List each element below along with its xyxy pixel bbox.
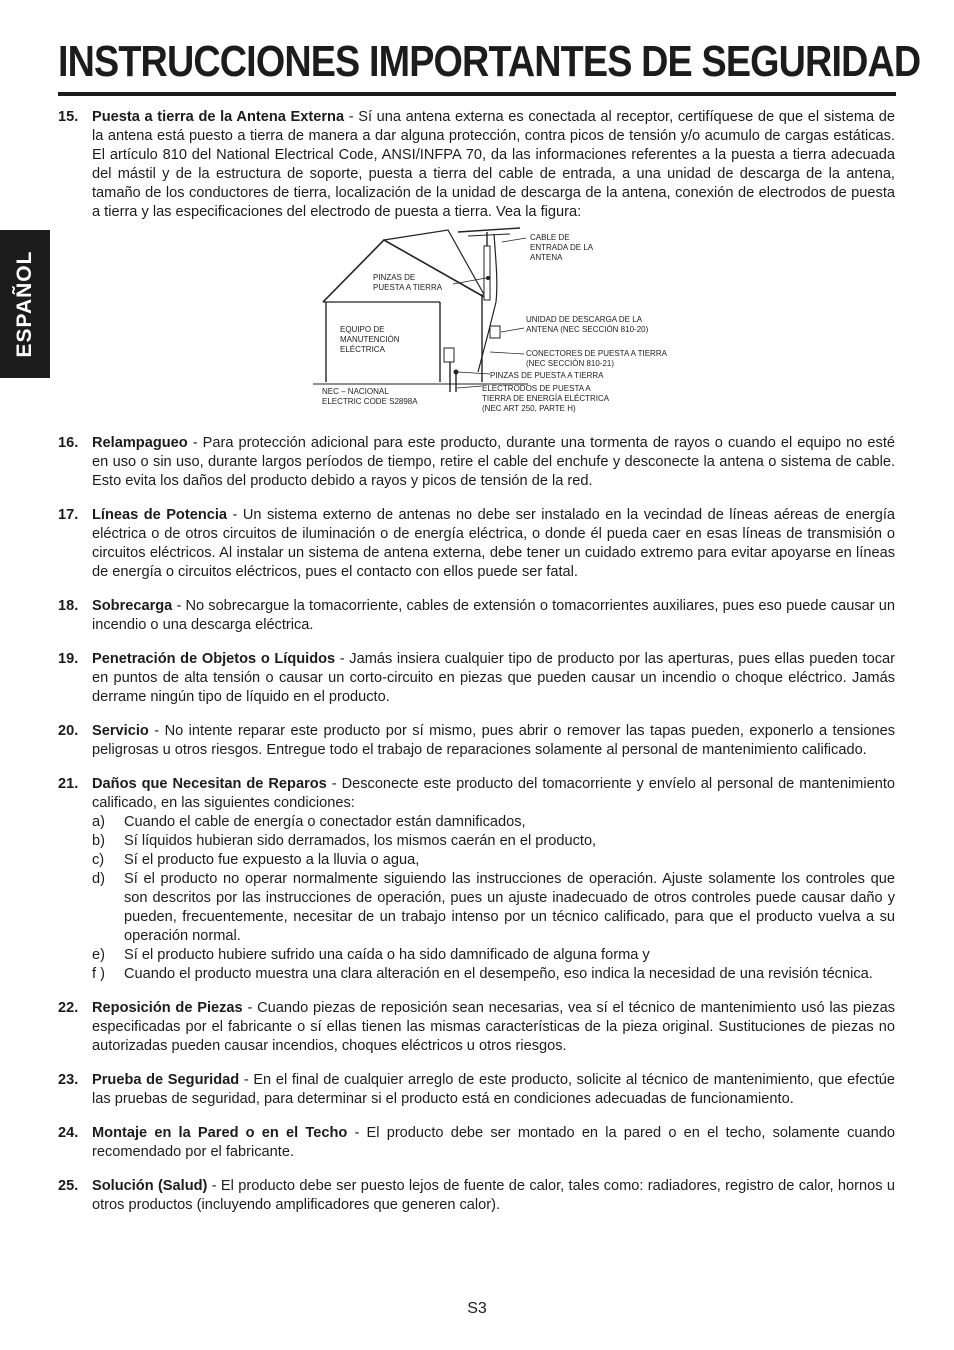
item-number: 22. — [58, 1000, 79, 1016]
item-number: 17. — [58, 507, 79, 523]
item-text: - Para protección adicional para este producto, durante una tormenta de rayos o cuando el equipo no esté en uso o sin uso, durante largos períodos de tiempo, retire el cable del enchufe y desconecte la antena o sistema de cable. Esto evita los daños del producto debido a rayos y picos de tensión de la red. — [92, 435, 895, 489]
label-nec-2: ELECTRIC CODE S2898A — [322, 397, 418, 406]
item-heading: Puesta a tierra de la Antena Externa — [92, 109, 345, 125]
item-heading: Líneas de Potencia — [92, 507, 228, 523]
label-cable-3: ANTENA — [530, 253, 563, 262]
condition-text: Cuando el producto muestra una clara alteración en el desempeño, eso indica la necesidad de una revisión técnica. — [124, 966, 873, 982]
item-number: 15. — [58, 109, 79, 125]
item-heading: Sobrecarga — [92, 598, 173, 614]
item-number: 21. — [58, 776, 79, 792]
language-tab-label: ESPAÑOL — [13, 250, 36, 358]
antenna-mast — [484, 246, 490, 300]
item-text: - Sí una antena externa es conectada al receptor, certifíquese de que el sistema de la antena está puesto a tierra de manera a dar alguna protección, contra picos de tensión y/o acumulo de cargas estáticas. El artículo 810 del National Electrical Code, ANSI/INFPA 70, da las informaciones referentes a la puesta a tierra adecuada del mástil y de la estructura de soporte, puesta a tierra del cable de entrada, a una unidad de descarga de la antena, tamaño de los conductores de tierra, localización de la unidad de descarga de la antena, conexión de electrodos de puesta a tierra y las especificaciones del electrodo de puesta a tierra. Vea la figura: — [92, 109, 895, 220]
item-text: - El producto debe ser puesto lejos de fuente de calor, tales como: radiadores, registro de calor, hornos u otros productos (incluyendo amplificadores que generen calor). — [92, 1178, 895, 1213]
mast-clamp-dot — [486, 276, 490, 280]
instruction-19 — [58, 650, 895, 707]
instruction-22 — [58, 999, 895, 1056]
service-equipment-box — [444, 348, 454, 362]
label-unidad-1: UNIDAD DE DESCARGA DE LA — [526, 315, 643, 324]
condition-e — [92, 946, 895, 965]
item-text: - No intente reparar este producto por sí mismo, pues abrir o remover las tapas pueden, exponerlo a tensiones peligrosas u otros riesgos. Entregue todo el trabajo de reparaciones solamente al personal de mantenimiento calificado. — [92, 723, 895, 758]
item-heading: Reposición de Piezas — [92, 1000, 243, 1016]
antenna-grounding-figure — [58, 222, 895, 422]
label-pinzas-2: PUESTA A TIERRA — [373, 283, 443, 292]
condition-letter: f ) — [92, 966, 105, 982]
item-heading: Penetración de Objetos o Líquidos — [92, 651, 336, 667]
item-number: 20. — [58, 723, 79, 739]
ground-clamp-dot — [454, 370, 459, 375]
condition-f — [92, 965, 895, 984]
label-nec-1: NEC – NACIONAL — [322, 387, 389, 396]
antenna-grounding-diagram — [58, 222, 895, 422]
condition-letter: d) — [92, 871, 105, 887]
label-electrodos-3: (NEC ART 250, PARTE H) — [482, 404, 576, 413]
item-heading: Relampagueo — [92, 435, 188, 451]
condition-text: Sí el producto no operar normalmente siguiendo las instrucciones de operación. Ajuste solamente los controles que son descritos por las instrucciones de operación, pues un ajuste inadecuado de otros controles puede causar daño y pueden, frecuentemente, necesitar de un trabajo intenso por un técnico calificado, para que el producto vuelva a su operación normal. — [124, 871, 895, 944]
item-number: 19. — [58, 651, 79, 667]
label-pinzas-1: PINZAS DE — [373, 273, 416, 282]
item-text: - No sobrecargue la tomacorriente, cables de extensión o tomacorrientes auxiliares, pues eso puede causar un incendio o una descarga eléctrica. — [92, 598, 895, 633]
instruction-25 — [58, 1177, 895, 1215]
instruction-20 — [58, 722, 895, 760]
label-electrodos-2: TIERRA DE ENERGÍA ELÉCTRICA — [482, 394, 610, 403]
item-heading: Prueba de Seguridad — [92, 1072, 240, 1088]
house-roof-front — [323, 240, 486, 302]
label-cable-1: CABLE DE — [530, 233, 570, 242]
condition-letter: e) — [92, 947, 105, 963]
condition-letter: a) — [92, 814, 105, 830]
leader-pinzas2 — [458, 372, 490, 374]
title-underline — [58, 92, 896, 96]
label-cable-2: ENTRADA DE LA — [530, 243, 594, 252]
label-conectores-1: CONECTORES DE PUESTA A TIERRA — [526, 349, 667, 358]
item-number: 25. — [58, 1178, 79, 1194]
item-number: 23. — [58, 1072, 79, 1088]
leader-unidad — [501, 328, 524, 332]
item-text: - En el final de cualquier arreglo de este producto, solicite al técnico de mantenimiento, que efectúe las pruebas de seguridad, para determinar si el producto está en condiciones adecuadas de funcionamiento. — [92, 1072, 895, 1107]
item-text: - El producto debe ser montado en la pared o en el techo, solamente cuando recomendado por el fabricante. — [92, 1125, 895, 1160]
leader-cable — [502, 238, 526, 242]
item-heading: Servicio — [92, 723, 149, 739]
label-conectores-2: (NEC SECCIÓN 810-21) — [526, 359, 615, 368]
instruction-18 — [58, 597, 895, 635]
condition-a — [92, 813, 895, 832]
item-number: 24. — [58, 1125, 79, 1141]
antenna-element — [458, 228, 520, 232]
label-unidad-2: ANTENA (NEC SECCIÓN 810-20) — [526, 325, 649, 334]
item-heading: Montaje en la Pared o en el Techo — [92, 1125, 348, 1141]
item-number: 18. — [58, 598, 79, 614]
condition-letter: b) — [92, 833, 105, 849]
item-text: - Jamás insiera cualquier tipo de producto por las aperturas, pues ellas pueden tocar en puntos de alta tensión o causar un corto-circuito en piezas que pueden causar un incendio o choque eléctrico. Jamás derrame ningún tipo de líquido en el producto. — [92, 651, 895, 705]
condition-text: Sí el producto hubiere sufrido una caída o ha sido damnificado de alguna forma y — [124, 947, 650, 963]
antenna-element-2 — [468, 234, 510, 236]
instruction-21 — [58, 775, 895, 984]
item-heading: Daños que Necesitan de Reparos — [92, 776, 327, 792]
label-pinzas-tierra: PINZAS DE PUESTA A TIERRA — [490, 371, 604, 380]
leader-conectores — [490, 352, 524, 354]
leader-pinzas — [453, 278, 486, 284]
label-equipo-1: EQUIPO DE — [340, 325, 385, 334]
instruction-16 — [58, 434, 895, 491]
item-number: 16. — [58, 435, 79, 451]
page-title: INSTRUCCIONES IMPORTANTES DE SEGURIDAD — [58, 37, 921, 86]
condition-c — [92, 851, 895, 870]
condition-d — [92, 870, 895, 946]
instruction-17 — [58, 506, 895, 582]
item-text: - Cuando piezas de reposición sean necesarias, vea sí el técnico de mantenimiento usó las piezas especificadas por el fabricante o sí ellas tienen las mismas características de la pieza original. Sustituciones de piezas no autorizadas pueden causar incendios, choques eléctricos u otros riesgos. — [92, 1000, 896, 1054]
condition-text: Sí el producto fue expuesto a la lluvia o agua, — [124, 852, 420, 868]
safety-instructions-list — [58, 108, 895, 1230]
condition-text: Sí líquidos hubieran sido derramados, los mismos caerán en el producto, — [124, 833, 597, 849]
label-equipo-2: MANUTENCIÓN — [340, 335, 400, 344]
instruction-15 — [58, 108, 895, 222]
condition-letter: c) — [92, 852, 105, 868]
instruction-23 — [58, 1071, 895, 1109]
item-text: - Un sistema externo de antenas no debe ser instalado en la vecindad de líneas aéreas de energía eléctrica o de otros circuitos de iluminación o de energía eléctrica, o donde él pueda caer en esas líneas de transmisión o circuitos eléctricos. Al instalar un sistema de antena externa, debe tener un cuidado extremo para evitar apoyarse en líneas de energía o circuitos eléctricos, pues el contacto con ellos puede ser fatal. — [92, 507, 896, 580]
page-number: S3 — [467, 1300, 487, 1317]
label-electrodos-1: ELECTRODOS DE PUESTA A — [482, 384, 591, 393]
condition-b — [92, 832, 895, 851]
instruction-24 — [58, 1124, 895, 1162]
discharge-unit — [490, 326, 500, 338]
item-text: - Desconecte este producto del tomacorriente y envíelo al personal de mantenimiento calificado, en las siguientes condiciones: — [92, 776, 895, 811]
item-heading: Solución (Salud) — [92, 1178, 208, 1194]
label-equipo-3: ELÉCTRICA — [340, 345, 385, 354]
leader-electrodos — [457, 386, 482, 388]
condition-text: Cuando el cable de energía o conectador están damnificados, — [124, 814, 526, 830]
